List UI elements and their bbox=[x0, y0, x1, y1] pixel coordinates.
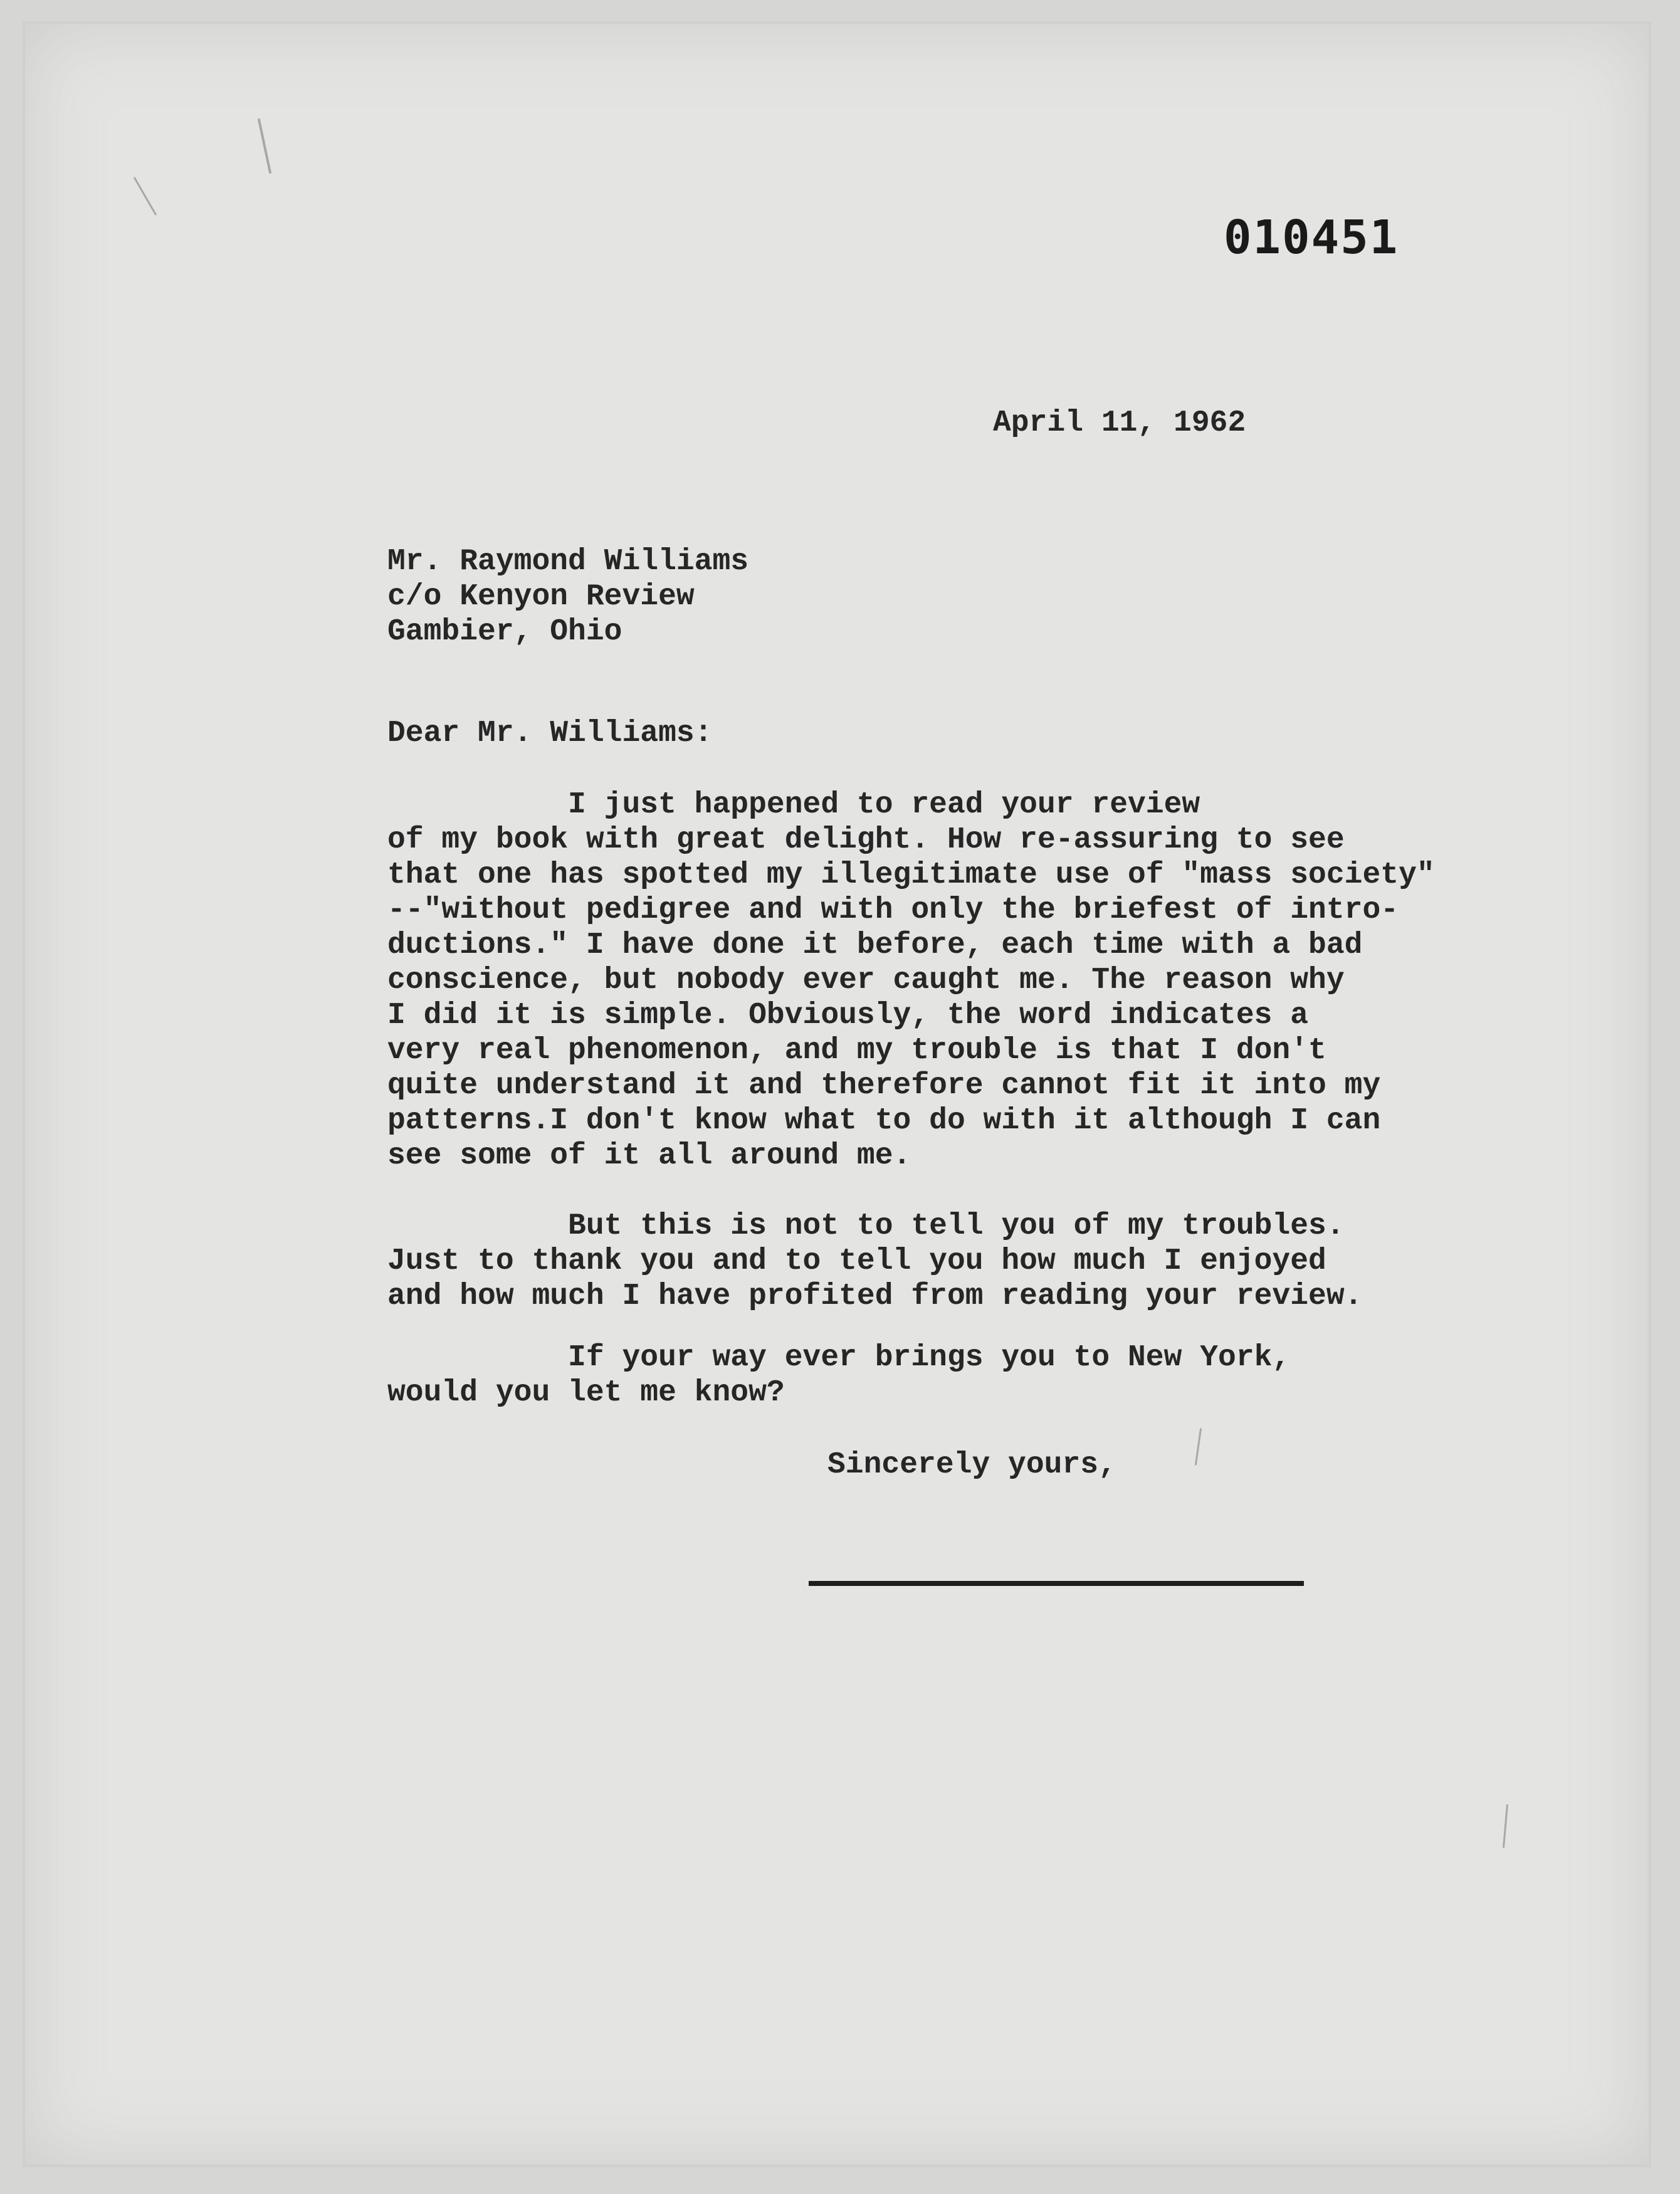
body-paragraph-2 bbox=[387, 1209, 1362, 1314]
text-line: very real phenomenon, and my trouble is that I don't bbox=[387, 1034, 1326, 1068]
text-line: see some of it all around me. bbox=[387, 1139, 911, 1173]
text-line: I just happened to read your review bbox=[387, 788, 1200, 822]
text-line: that one has spotted my illegitimate use of "mass society" bbox=[387, 858, 1435, 892]
scan-mark bbox=[1195, 1428, 1202, 1466]
body-paragraph-1 bbox=[387, 787, 1435, 1173]
text-line: Just to thank you and to tell you how much I enjoyed bbox=[387, 1244, 1326, 1278]
text-line: --"without pedigree and with only the briefest of intro- bbox=[387, 893, 1399, 927]
scan-mark bbox=[134, 177, 157, 216]
body-paragraph-3 bbox=[387, 1340, 1290, 1410]
text-line: would you let me know? bbox=[387, 1376, 785, 1410]
text-line: patterns.I don't know what to do with it although I can bbox=[387, 1104, 1381, 1138]
text-line: of my book with great delight. How re-assuring to see bbox=[387, 823, 1345, 857]
scan-mark bbox=[258, 118, 272, 174]
letter-page bbox=[25, 24, 1649, 2165]
recipient-city: Gambier, Ohio bbox=[387, 615, 622, 649]
text-line: quite understand it and therefore cannot fit it into my bbox=[387, 1069, 1381, 1103]
text-line: ductions." I have done it before, each time with a bad bbox=[387, 928, 1363, 962]
text-line: But this is not to tell you of my troubles. bbox=[387, 1209, 1345, 1243]
document-number: 010451 bbox=[1224, 211, 1399, 265]
text-line: conscience, but nobody ever caught me. The reason why bbox=[387, 963, 1345, 997]
text-line: I did it is simple. Obviously, the word indicates a bbox=[387, 999, 1309, 1032]
letter-date: April 11, 1962 bbox=[993, 406, 1246, 440]
text-line: and how much I have profited from reading your review. bbox=[387, 1279, 1363, 1313]
recipient-name: Mr. Raymond Williams bbox=[387, 545, 749, 579]
recipient-address bbox=[387, 544, 748, 649]
text-line: If your way ever brings you to New York, bbox=[387, 1341, 1291, 1375]
recipient-care-of: c/o Kenyon Review bbox=[387, 580, 695, 614]
scan-mark bbox=[1503, 1804, 1508, 1848]
salutation: Dear Mr. Williams: bbox=[387, 716, 713, 750]
closing: Sincerely yours, bbox=[827, 1448, 1116, 1482]
signature-line bbox=[809, 1581, 1304, 1586]
